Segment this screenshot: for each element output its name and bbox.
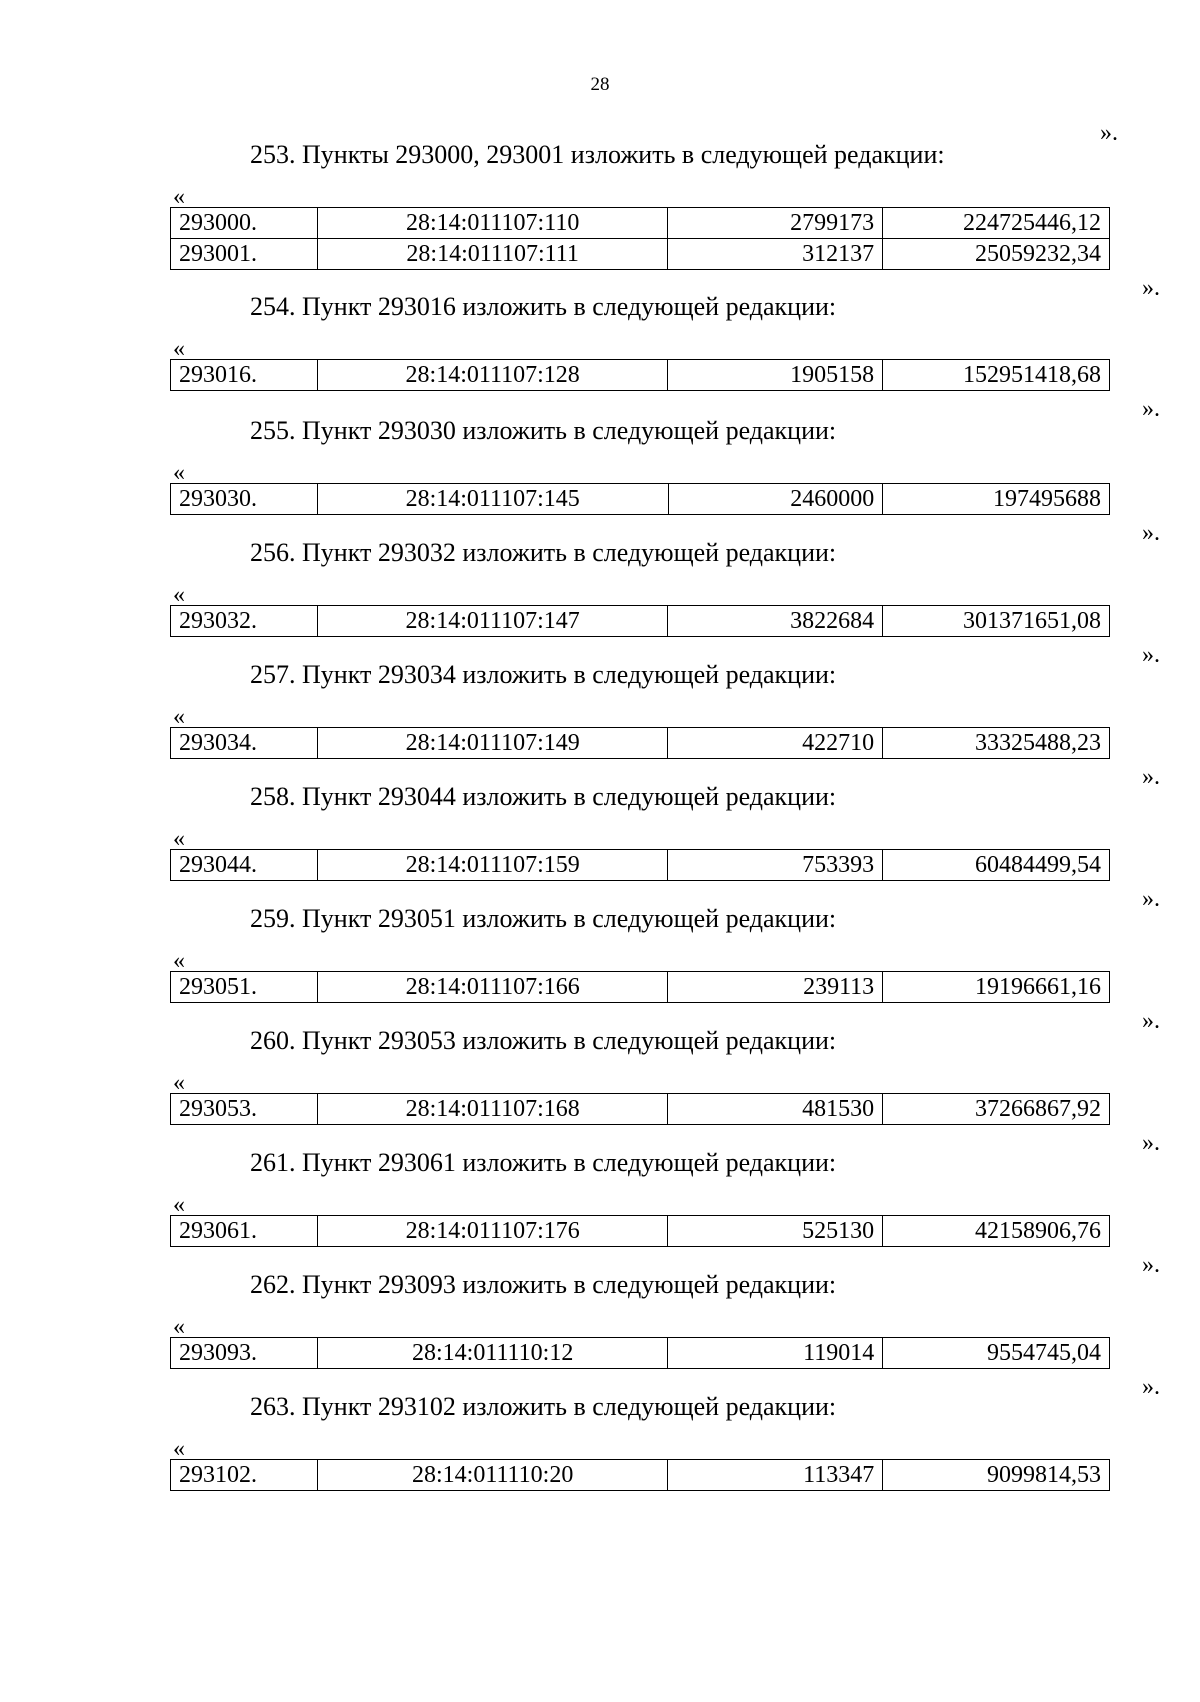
area-cell: 2799173 — [668, 208, 883, 239]
close-quote: ». — [1142, 642, 1160, 668]
amendment-section — [160, 782, 1160, 914]
table-row — [171, 728, 1110, 759]
area-cell: 1905158 — [668, 360, 883, 391]
amendment-table — [170, 483, 1110, 515]
close-quote: ». — [1142, 1130, 1160, 1156]
area-cell: 2460000 — [668, 484, 883, 515]
table-row — [171, 1338, 1110, 1369]
close-quote: ». — [1142, 1008, 1160, 1034]
amendment-table — [170, 207, 1110, 270]
cadastral-number-cell: 28:14:011110:12 — [317, 1338, 668, 1369]
item-number-cell: 293061. — [171, 1216, 318, 1247]
amendment-heading: 261. Пункт 293061 изложить в следующей редакции: — [250, 1148, 837, 1177]
page-number: 28 — [590, 74, 610, 95]
open-quote: « — [173, 336, 185, 362]
area-cell: 481530 — [668, 1094, 883, 1125]
amendment-section — [160, 660, 1160, 792]
amendment-table — [170, 1459, 1110, 1491]
amendment-section — [160, 292, 1160, 424]
amendment-section — [160, 1026, 1160, 1158]
table-row — [171, 208, 1110, 239]
area-cell: 119014 — [668, 1338, 883, 1369]
item-number-cell: 293102. — [171, 1460, 318, 1491]
amendment-section — [160, 538, 1160, 670]
table-row — [171, 360, 1110, 391]
value-cell: 42158906,76 — [883, 1216, 1110, 1247]
area-cell: 312137 — [668, 239, 883, 270]
amendment-section — [160, 140, 1160, 301]
open-quote: « — [173, 704, 185, 730]
previous-close-quote: ». — [1100, 120, 1118, 146]
amendment-table — [170, 971, 1110, 1003]
cadastral-number-cell: 28:14:011110:20 — [317, 1460, 668, 1491]
table-row — [171, 1216, 1110, 1247]
value-cell: 152951418,68 — [883, 360, 1110, 391]
open-quote: « — [173, 582, 185, 608]
amendment-heading: 260. Пункт 293053 изложить в следующей редакции: — [250, 1026, 837, 1055]
item-number-cell: 293016. — [171, 360, 318, 391]
table-row — [171, 972, 1110, 1003]
close-quote: ». — [1142, 886, 1160, 912]
value-cell: 9099814,53 — [883, 1460, 1110, 1491]
amendment-heading: 254. Пункт 293016 изложить в следующей редакции: — [250, 292, 837, 321]
value-cell: 19196661,16 — [883, 972, 1110, 1003]
amendment-table — [170, 1093, 1110, 1125]
table-row — [171, 606, 1110, 637]
cadastral-number-cell: 28:14:011107:111 — [317, 239, 668, 270]
amendment-section — [160, 904, 1160, 1036]
amendment-table — [170, 1215, 1110, 1247]
amendment-heading: 256. Пункт 293032 изложить в следующей редакции: — [250, 538, 837, 567]
amendment-heading: 263. Пункт 293102 изложить в следующей редакции: — [250, 1392, 837, 1421]
value-cell: 37266867,92 — [883, 1094, 1110, 1125]
cadastral-number-cell: 28:14:011107:147 — [317, 606, 668, 637]
cadastral-number-cell: 28:14:011107:145 — [317, 484, 668, 515]
amendment-section — [160, 1392, 1160, 1524]
close-quote: ». — [1142, 520, 1160, 546]
close-quote: ». — [1142, 396, 1160, 422]
cadastral-number-cell: 28:14:011107:159 — [317, 850, 668, 881]
table-row — [171, 1094, 1110, 1125]
item-number-cell: 293030. — [171, 484, 318, 515]
item-number-cell: 293032. — [171, 606, 318, 637]
amendment-section — [160, 1270, 1160, 1402]
value-cell: 33325488,23 — [883, 728, 1110, 759]
cadastral-number-cell: 28:14:011107:128 — [317, 360, 668, 391]
amendment-table — [170, 1337, 1110, 1369]
value-cell: 224725446,12 — [883, 208, 1110, 239]
open-quote: « — [173, 1436, 185, 1462]
amendment-heading: 262. Пункт 293093 изложить в следующей редакции: — [250, 1270, 837, 1299]
amendment-heading: 258. Пункт 293044 изложить в следующей редакции: — [250, 782, 837, 811]
close-quote: ». — [1142, 275, 1160, 301]
item-number-cell: 293000. — [171, 208, 318, 239]
open-quote: « — [173, 948, 185, 974]
value-cell: 301371651,08 — [883, 606, 1110, 637]
open-quote: « — [173, 184, 185, 210]
amendment-section — [160, 1148, 1160, 1280]
area-cell: 525130 — [668, 1216, 883, 1247]
table-row — [171, 850, 1110, 881]
table-row — [171, 1460, 1110, 1491]
amendment-section — [160, 416, 1160, 548]
amendment-heading: 255. Пункт 293030 изложить в следующей редакции: — [250, 416, 837, 445]
cadastral-number-cell: 28:14:011107:168 — [317, 1094, 668, 1125]
open-quote: « — [173, 1070, 185, 1096]
item-number-cell: 293044. — [171, 850, 318, 881]
open-quote: « — [173, 1314, 185, 1340]
value-cell: 9554745,04 — [883, 1338, 1110, 1369]
amendment-table — [170, 727, 1110, 759]
area-cell: 753393 — [668, 850, 883, 881]
value-cell: 60484499,54 — [883, 850, 1110, 881]
item-number-cell: 293053. — [171, 1094, 318, 1125]
cadastral-number-cell: 28:14:011107:110 — [317, 208, 668, 239]
amendment-table — [170, 605, 1110, 637]
item-number-cell: 293093. — [171, 1338, 318, 1369]
amendment-heading: 253. Пункты 293000, 293001 изложить в следующей редакции: — [250, 140, 945, 169]
area-cell: 239113 — [668, 972, 883, 1003]
item-number-cell: 293034. — [171, 728, 318, 759]
value-cell: 197495688 — [883, 484, 1110, 515]
open-quote: « — [173, 826, 185, 852]
amendment-heading: 259. Пункт 293051 изложить в следующей редакции: — [250, 904, 837, 933]
cadastral-number-cell: 28:14:011107:149 — [317, 728, 668, 759]
amendment-heading: 257. Пункт 293034 изложить в следующей редакции: — [250, 660, 837, 689]
open-quote: « — [173, 460, 185, 486]
open-quote: « — [173, 1192, 185, 1218]
item-number-cell: 293001. — [171, 239, 318, 270]
close-quote: ». — [1142, 764, 1160, 790]
cadastral-number-cell: 28:14:011107:176 — [317, 1216, 668, 1247]
table-row — [171, 484, 1110, 515]
item-number-cell: 293051. — [171, 972, 318, 1003]
cadastral-number-cell: 28:14:011107:166 — [317, 972, 668, 1003]
area-cell: 113347 — [668, 1460, 883, 1491]
amendment-table — [170, 359, 1110, 391]
area-cell: 3822684 — [668, 606, 883, 637]
value-cell: 25059232,34 — [883, 239, 1110, 270]
table-row — [171, 239, 1110, 270]
area-cell: 422710 — [668, 728, 883, 759]
close-quote: ». — [1142, 1252, 1160, 1278]
amendment-table — [170, 849, 1110, 881]
close-quote: ». — [1142, 1374, 1160, 1400]
